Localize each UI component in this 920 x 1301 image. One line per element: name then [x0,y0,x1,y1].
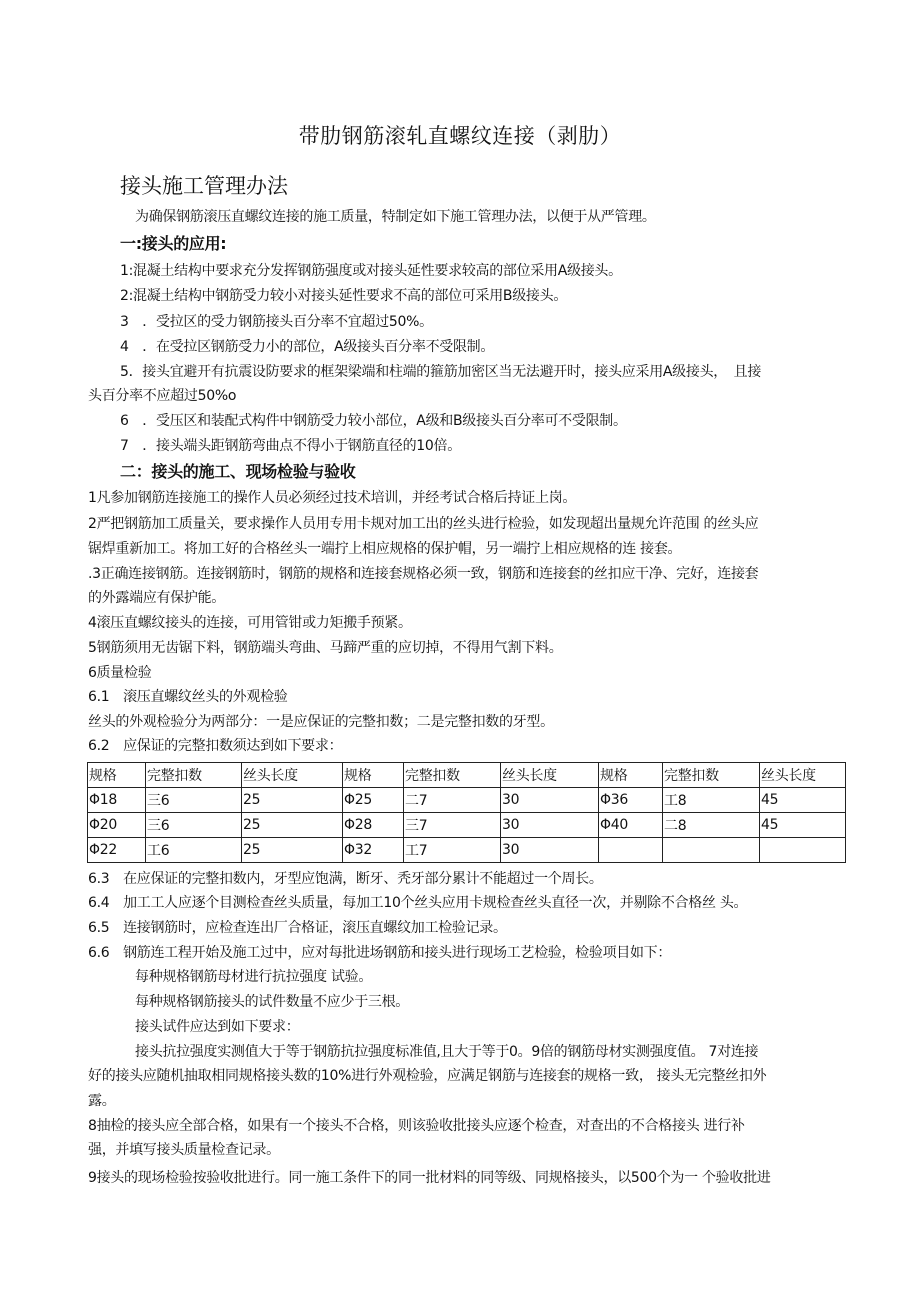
paragraph: 6.1 滚压直螺纹丝头的外观检验 [88,689,288,705]
paragraph: 好的接头应随机抽取相同规格接头数的10%进行外观检验，应满足钢筋与连接套的规格一致， 接头无完整丝扣外 [88,1068,767,1084]
cell: Φ22 [88,838,146,863]
header-cell: 规格 [599,763,663,788]
cell: 三7 [404,813,501,838]
header-cell: 规格 [343,763,404,788]
cell: Φ36 [599,788,663,813]
cell: 25 [242,788,343,813]
paragraph: 1凡参加钢筋连接施工的操作人员必须经过技术培训，并经考试合格后持证上岗。 [88,490,577,506]
paragraph: 6.3 在应保证的完整扣数内，牙型应饱满，断牙、秃牙部分累计不能超过一个周长。 [88,871,603,887]
list-item: 6 ．受压区和装配式构件中钢筋受力较小部位，A级和B级接头百分率可不受限制。 [120,413,627,429]
cell: 三6 [146,788,242,813]
paragraph: 的外露端应有保护能。 [88,590,225,606]
cell: Φ28 [343,813,404,838]
header-cell: 完整扣数 [404,763,501,788]
paragraph: 4滚压直螺纹接头的连接，可用管钳或力矩搬手预紧。 [88,615,412,631]
paragraph: 强，并填写接头质量检查记录。 [88,1142,280,1158]
paragraph: 6.5 连接钢筋时，应检查连出厂合格证，滚压直螺纹加工检验记录。 [88,920,507,936]
cell: 45 [760,813,846,838]
paragraph: 9接头的现场检验按验收批进行。同一施工条件下的同一批材料的同等级、同规格接头，以500个为一 个验收批进 [88,1170,771,1186]
cell: 工6 [146,838,242,863]
cell: Φ25 [343,788,404,813]
paragraph: .3正确连接钢筋。连接钢筋时，钢筋的规格和连接套规格必须一致，钢筋和连接套的丝扣应干净、完好，连接套 [88,566,759,582]
table-header-row [88,763,846,788]
cell [663,838,760,863]
cell: 30 [501,788,599,813]
paragraph: 锯焊重新加工。将加工好的合格丝头一端拧上相应规格的保护帽，另一端拧上相应规格的连 接套。 [88,541,682,557]
table-row [88,813,846,838]
cell: Φ20 [88,813,146,838]
list-item: 4 ．在受拉区钢筋受力小的部位，A级接头百分率不受限制。 [120,339,495,355]
cell [599,838,663,863]
list-item-cont: 头百分率不应超过50%o [88,388,237,404]
paragraph: 8抽检的接头应全部合格，如果有一个接头不合格，则该验收批接头应逐个检查，对查出的不合格接头 进行补 [88,1118,745,1134]
document-title: 带肋钢筋滚轧直螺纹连接（剥肋） [298,124,622,148]
cell: 25 [242,838,343,863]
list-item: 7 ．接头端头距钢筋弯曲点不得小于钢筋直径的10倍。 [120,438,461,454]
header-cell: 完整扣数 [663,763,760,788]
heading-construction: 二：接头的施工、现场检验与验收 [120,462,356,481]
cell: 45 [760,788,846,813]
heading-application: 一:接头的应用: [120,234,227,253]
paragraph: 接头试件应达到如下要求： [135,1019,300,1035]
paragraph: 2严把钢筋加工质量关，要求操作人员用专用卡规对加工出的丝头进行检验，如发现超出量规允许范围 的丝头应 [88,516,759,532]
list-item: 5．接头宜避开有抗震设防要求的框架梁端和柱端的箍筋加密区当无法避开时，接头应采用A级接头， 且接 [120,364,762,380]
header-cell: 丝头长度 [760,763,846,788]
paragraph: 5钢筋须用无齿锯下料，钢筋端头弯曲、马蹄严重的应切掉，不得用气割下料。 [88,640,563,656]
cell: 30 [501,813,599,838]
paragraph: 每种规格钢筋接头的试件数量不应少于三根。 [135,994,409,1010]
cell [760,838,846,863]
paragraph: 接头抗拉强度实测值大于等于钢筋抗拉强度标准值,且大于等于0。9倍的钢筋母材实测强度值。 7对连接 [135,1044,759,1060]
section-title: 接头施工管理办法 [120,174,288,198]
cell: 二7 [404,788,501,813]
list-item: 3 ．受拉区的受力钢筋接头百分率不宜超过50%。 [120,314,433,330]
paragraph: 6.2 应保证的完整扣数须达到如下要求： [88,738,343,754]
paragraph: 每种规格钢筋母材进行抗拉强度 试验。 [135,969,373,985]
table-row [88,788,846,813]
header-cell: 丝头长度 [501,763,599,788]
paragraph: 露。 [88,1093,116,1109]
paragraph: 6质量检验 [88,665,152,681]
table-row [88,838,846,863]
header-cell: 完整扣数 [146,763,242,788]
cell: 三6 [146,813,242,838]
header-cell: 规格 [88,763,146,788]
cell: 工7 [404,838,501,863]
cell: Φ40 [599,813,663,838]
paragraph: 6.6 钢筋连工程开始及施工过中，应对每批进场钢筋和接头进行现场工艺检验，检验项目如下： [88,945,672,961]
thread-requirements-table [87,762,846,863]
cell: 25 [242,813,343,838]
intro-paragraph: 为确保钢筋滚压直螺纹连接的施工质量，特制定如下施工管理办法，以便于从严管理。 [135,209,656,225]
paragraph: 6.4 加工工人应逐个目测检查丝头质量，每加工10个丝头应用卡规检查丝头直径一次，并剔除不合格丝 头。 [88,895,748,911]
cell: Φ18 [88,788,146,813]
list-item: 1:混凝土结构中要求充分发挥钢筋强度或对接头延性要求较高的部位采用A级接头。 [120,263,622,279]
cell: 工8 [663,788,760,813]
paragraph: 丝头的外观检验分为两部分：一是应保证的完整扣数；二是完整扣数的牙型。 [88,714,554,730]
list-item: 2:混凝土结构中钢筋受力较小对接头延性要求不高的部位可采用B级接头。 [120,288,568,304]
cell: Φ32 [343,838,404,863]
cell: 二8 [663,813,760,838]
header-cell: 丝头长度 [242,763,343,788]
cell: 30 [501,838,599,863]
